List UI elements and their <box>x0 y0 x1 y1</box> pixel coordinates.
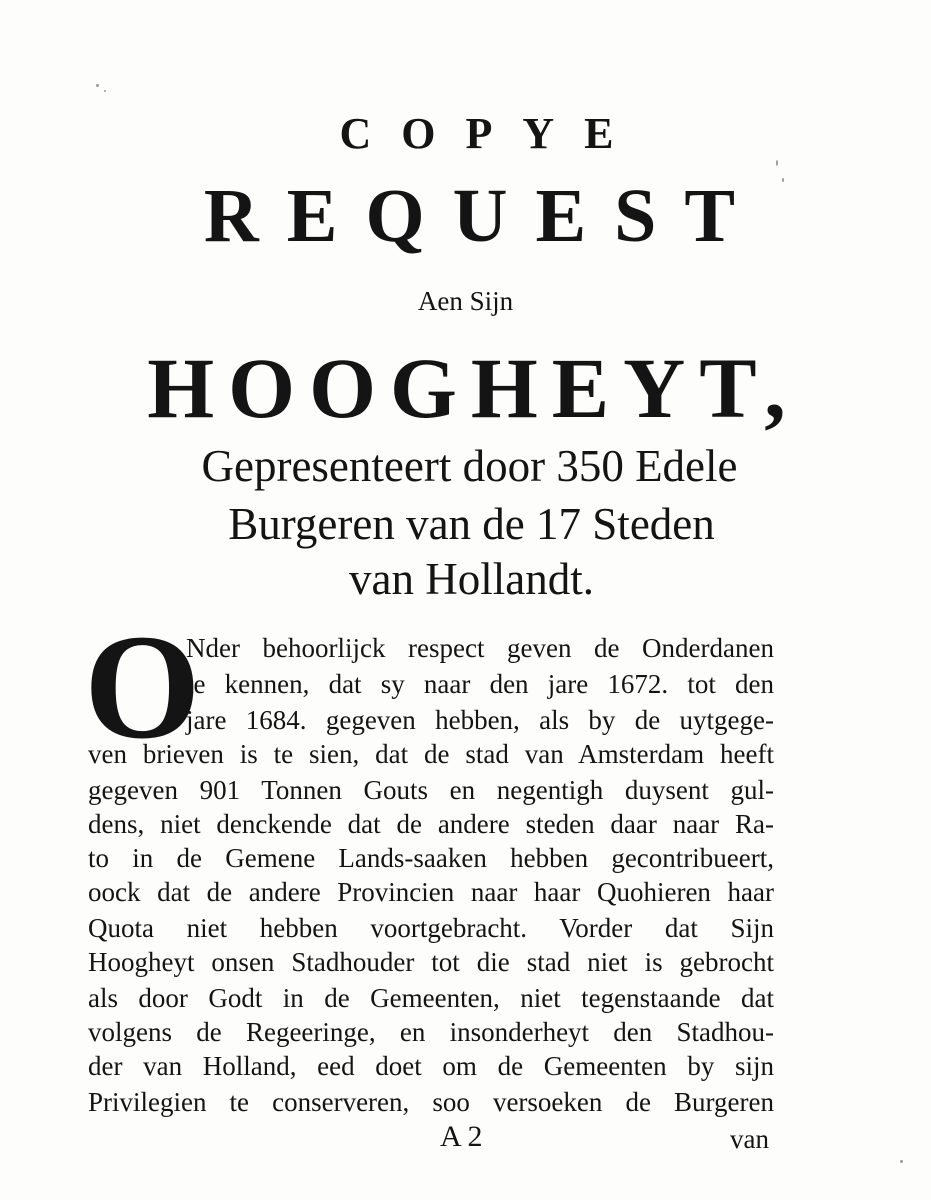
title-aen-sijn: Aen Sijn <box>417 286 514 316</box>
drop-cap: O <box>84 604 201 770</box>
print-speck <box>900 1160 903 1163</box>
signature-mark: A 2 <box>440 1120 483 1153</box>
body-line-8: oock dat de andere Provincien naar haar Quohieren haar <box>88 877 774 907</box>
body-line-7: to in de Gemene Lands-saaken hebben gecontribueert, <box>88 843 774 873</box>
body-line-2: te kennen, dat sy naar den jare 1672. tot den <box>186 669 774 699</box>
body-line-1: Nder behoorlijck respect geven de Onderdanen <box>186 633 774 663</box>
body-line-10: Hoogheyt onsen Stadhouder tot die stad niet is gebrocht <box>88 947 774 977</box>
body-line-4: ven brieven is te sien, dat de stad van Amsterdam heeft <box>88 739 774 769</box>
body-line-11: als door Godt in de Gemeenten, niet tegenstaande dat <box>88 983 774 1013</box>
print-speck <box>776 160 778 166</box>
print-speck <box>96 84 99 87</box>
body-line-5: gegeven 901 Tonnen Gouts en negentigh duysent gul- <box>88 775 774 805</box>
subtitle-line-3: van Hollandt. <box>349 554 594 604</box>
subtitle-line-1: Gepresenteert door 350 Edele <box>201 441 738 491</box>
body-line-6: dens, niet denckende dat de andere steden daar naar Ra- <box>88 809 774 839</box>
print-speck <box>104 90 106 92</box>
body-line-12: volgens de Regeeringe, en insonderheyt den Stadhou- <box>88 1017 774 1047</box>
subtitle-line-2: Burgeren van de 17 Steden <box>228 499 715 549</box>
body-line-13: der van Holland, eed doet om de Gemeenten by sijn <box>88 1051 774 1081</box>
title-hoogheyt: HOOGHEYT, <box>147 340 800 436</box>
title-copye: COPYE <box>339 109 644 158</box>
body-line-9: Quota niet hebben voortgebracht. Vorder dat Sijn <box>88 913 774 943</box>
body-line-3: jare 1684. gegeven hebben, als by de uytgege- <box>186 705 774 735</box>
title-request: REQUEST <box>203 174 764 258</box>
body-line-14: Privilegien te conserveren, soo versoeken de Burgeren <box>88 1087 774 1117</box>
catchword: van <box>730 1124 769 1154</box>
